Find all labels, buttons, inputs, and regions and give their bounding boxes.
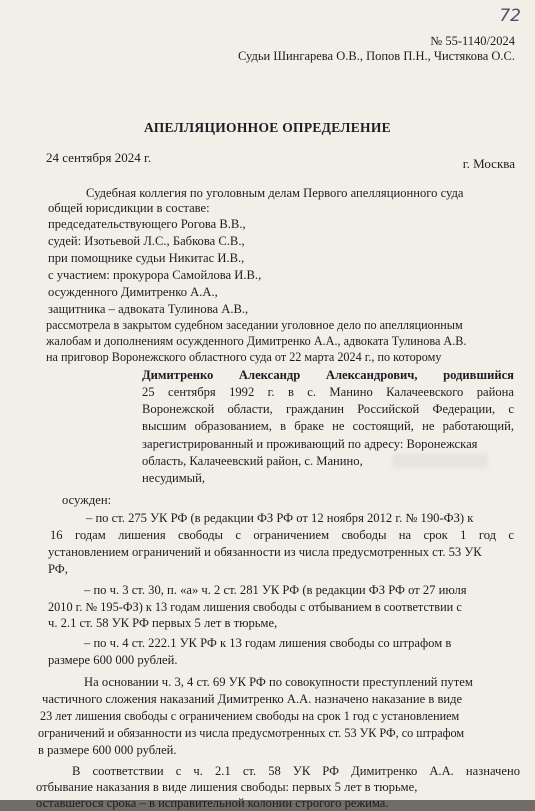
body-line: РФ, [48, 562, 68, 576]
page-number: 72 [499, 6, 521, 26]
body-line: установлением ограничений и обязанности из числа предусмотренных ст. 53 УК [48, 545, 482, 559]
case-number: № 55-1140/2024 [430, 34, 515, 48]
body-line: 16 годам лишения свободы с ограничением свободы на срок 1 год с [50, 528, 514, 542]
body-line: высшим образованием, в браке не состоящий, не работающий, [142, 419, 514, 433]
redacted-area [392, 454, 488, 468]
body-line: – по ч. 3 ст. 30, п. «а» ч. 2 ст. 281 УК РФ (в редакции ФЗ РФ от 27 июля [84, 583, 467, 597]
body-line: отбывание наказания в виде лишения свободы: первых 5 лет в тюрьме, [36, 780, 418, 794]
body-line: на приговор Воронежского областного суда от 22 марта 2024 г., по которому [46, 350, 442, 364]
body-line: осужден: [62, 493, 112, 507]
body-line: ч. 2.1 ст. 58 УК РФ первых 5 лет в тюрьме, [48, 616, 278, 630]
body-line: область, Калачеевский район, с. Манино, [142, 454, 363, 468]
body-line: В соответствии с ч. 2.1 ст. 58 УК РФ Димитренко А.А. назначено [72, 764, 520, 778]
document-title: АПЕЛЛЯЦИОННОЕ ОПРЕДЕЛЕНИЕ [144, 120, 391, 135]
body-line: несудимый, [142, 471, 206, 485]
judges-line: Судьи Шингарева О.В., Попов П.Н., Чистякова О.С. [237, 49, 515, 63]
body-line: ограничений и обязанности из числа предусмотренных ст. 53 УК РФ, со штрафом [38, 726, 465, 740]
body-line: защитника – адвоката Тулинова А.В., [48, 302, 249, 316]
body-line: оставшегося срока – в исправительной колонии строгого режима. [36, 796, 389, 810]
body-line: общей юрисдикции в составе: [48, 201, 210, 215]
body-line: – по ст. 275 УК РФ (в редакции ФЗ РФ от 12 ноября 2012 г. № 190-ФЗ) к [86, 511, 474, 525]
body-line: Судебная коллегия по уголовным делам Первого апелляционного суда [86, 186, 464, 200]
body-line: осужденного Димитренко А.А., [48, 285, 218, 299]
body-line: – по ч. 4 ст. 222.1 УК РФ к 13 годам лишения свободы со штрафом в [84, 636, 452, 650]
body-line: с участием: прокурора Самойлова И.В., [48, 268, 262, 282]
body-line: в размере 600 000 рублей. [38, 743, 177, 757]
body-line: размере 600 000 рублей. [48, 653, 178, 667]
body-line: при помощнике судьи Никитас И.В., [48, 251, 245, 265]
body-line: рассмотрела в закрытом судебном заседании уголовное дело по апелляционным [46, 318, 463, 332]
body-line: судей: Изотьевой Л.С., Бабкова С.В., [48, 234, 245, 248]
document-city: г. Москва [462, 156, 515, 171]
defendant-name-line: Димитренко Александр Александрович, родившийся [142, 368, 514, 382]
body-line: Воронежской области, гражданин Российской Федерации, с [142, 402, 514, 416]
document-date: 24 сентября 2024 г. [46, 150, 152, 165]
body-line: 25 сентября 1992 г. в с. Манино Калачеевского района [142, 385, 514, 399]
body-line: 23 лет лишения свободы с ограничением свободы на срок 1 год с установлением [40, 709, 460, 723]
body-line: 2010 г. № 195-ФЗ) к 13 годам лишения свободы с отбыванием в соответствии с [48, 600, 462, 614]
body-line: жалобам и дополнениям осужденного Димитренко А.А., адвоката Тулинова А.В. [46, 334, 467, 348]
body-line: зарегистрированный и проживающий по адресу: Воронежская [142, 437, 478, 451]
body-line: председательствующего Рогова В.В., [48, 217, 246, 231]
body-line: На основании ч. 3, 4 ст. 69 УК РФ по совокупности преступлений путем [84, 675, 473, 689]
body-line: частичного сложения наказаний Димитренко А.А. назначено наказание в виде [42, 692, 463, 706]
